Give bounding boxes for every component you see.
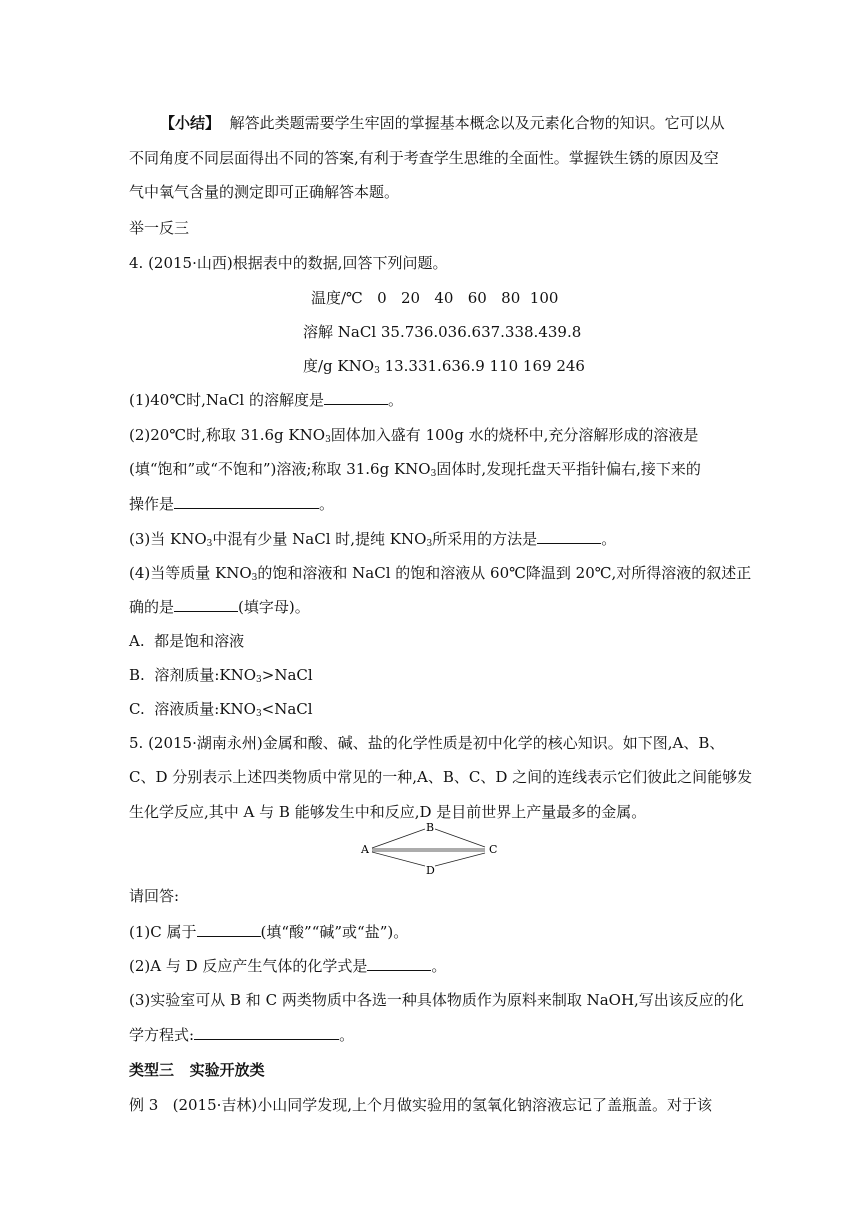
q4-part-2-line-2: (填“饱和”或“不饱和”)溶液;称取 31.6g $KNO_3$固体时,发现托盘天平指针偏右,接下来的 (129, 460, 701, 479)
q4-table-row-3: 度/g $KNO_3$ 13.331.636.9 110 169 246 (303, 357, 585, 376)
q4-part-4-line-2: 确的是 (填字母)。 (129, 598, 310, 616)
answer-blank[interactable] (324, 390, 388, 405)
example-3: 例 3 (2015·吉林)小山同学发现,上个月做实验用的氢氧化钠溶液忘记了盖瓶盖。对于该 (129, 1096, 713, 1114)
q4-option-b: B. 溶剂质量$:KNO_3>NaCl$ (129, 666, 313, 685)
summary-line-1: 【小结】 解答此类题需要学生牢固的掌握基本概念以及元素化合物的知识。它可以从 (160, 114, 725, 132)
summary-tag: 【小结】 (160, 114, 221, 132)
answer-blank[interactable] (197, 922, 261, 937)
summary-line-3: 气中氧气含量的测定即可正确解答本题。 (129, 183, 400, 201)
node-b: B (426, 821, 435, 834)
edge-d-c (435, 853, 485, 866)
node-d: D (426, 864, 435, 876)
answer-blank[interactable] (367, 956, 431, 971)
q5-line-1: 5. (2015·湖南永州)金属和酸、碱、盐的化学性质是初中化学的核心知识。如下图,A、B、 (129, 734, 725, 752)
reaction-diagram (355, 820, 505, 876)
answer-blank[interactable] (174, 494, 319, 509)
q4-option-a: A. 都是饱和溶液 (129, 632, 245, 650)
q5-line-3: 生化学反应,其中 A 与 B 能够发生中和反应,D 是目前世界上产量最多的金属。 (129, 803, 647, 821)
q4-part-4-line-1: (4)当等质量 $KNO_3$的饱和溶液和 NaCl 的饱和溶液从 60℃降温到 20℃,对所得溶液的叙述正 (129, 564, 752, 583)
q5-part-2: (2)A 与 D 反应产生气体的化学式是 。 (129, 957, 447, 975)
q4-part-3: (3)当 $KNO_3$中混有少量 NaCl 时,提纯 $KNO_3$所采用的方法是 。 (129, 530, 617, 549)
edge-b-c (435, 829, 485, 847)
q4-part-2-line-3: 操作是 。 (129, 495, 335, 513)
answer-blank[interactable] (174, 597, 238, 612)
node-a: A (361, 843, 369, 856)
q4-table-row-2: 溶解 NaCl 35.736.036.637.338.439.8 (303, 323, 582, 341)
answer-blank[interactable] (537, 529, 601, 544)
type3-heading: 类型三 实验开放类 (129, 1061, 265, 1079)
summary-line-2: 不同角度不同层面得出不同的答案,有利于考查学生思维的全面性。掌握铁生锈的原因及空 (129, 149, 719, 167)
edge-a-d (372, 852, 425, 866)
q5-line-2: C、D 分别表示上述四类物质中常见的一种,A、B、C、D 之间的连线表示它们彼此之间能够发 (129, 768, 753, 786)
q5-part-1: (1)C 属于 (填“酸”“碱”或“盐”)。 (129, 923, 409, 941)
section-heading: 举一反三 (129, 219, 190, 237)
q4-table-row-1: 温度/℃ 0 20 40 60 80 100 (311, 289, 559, 307)
q4-part-1: (1)40℃时,NaCl 的溶解度是 。 (129, 391, 404, 409)
q5-ask: 请回答: (129, 887, 180, 905)
q5-part-3-line-2: 学方程式: 。 (129, 1026, 355, 1044)
q5-part-3-line-1: (3)实验室可从 B 和 C 两类物质中各选一种具体物质作为原料来制取 NaOH,写出该反应的化 (129, 991, 744, 1009)
node-c: C (489, 843, 498, 856)
q4-intro: 4. (2015·山西)根据表中的数据,回答下列问题。 (129, 254, 448, 272)
q4-part-2-line-1: (2)20℃时,称取 31.6g $KNO_3$固体加入盛有 100g 水的烧杯中,充分溶解形成的溶液是 (129, 426, 699, 445)
answer-blank[interactable] (194, 1025, 339, 1040)
q4-option-c: C. 溶液质量$:KNO_3<NaCl$ (129, 700, 313, 719)
edge-a-b (372, 829, 425, 848)
